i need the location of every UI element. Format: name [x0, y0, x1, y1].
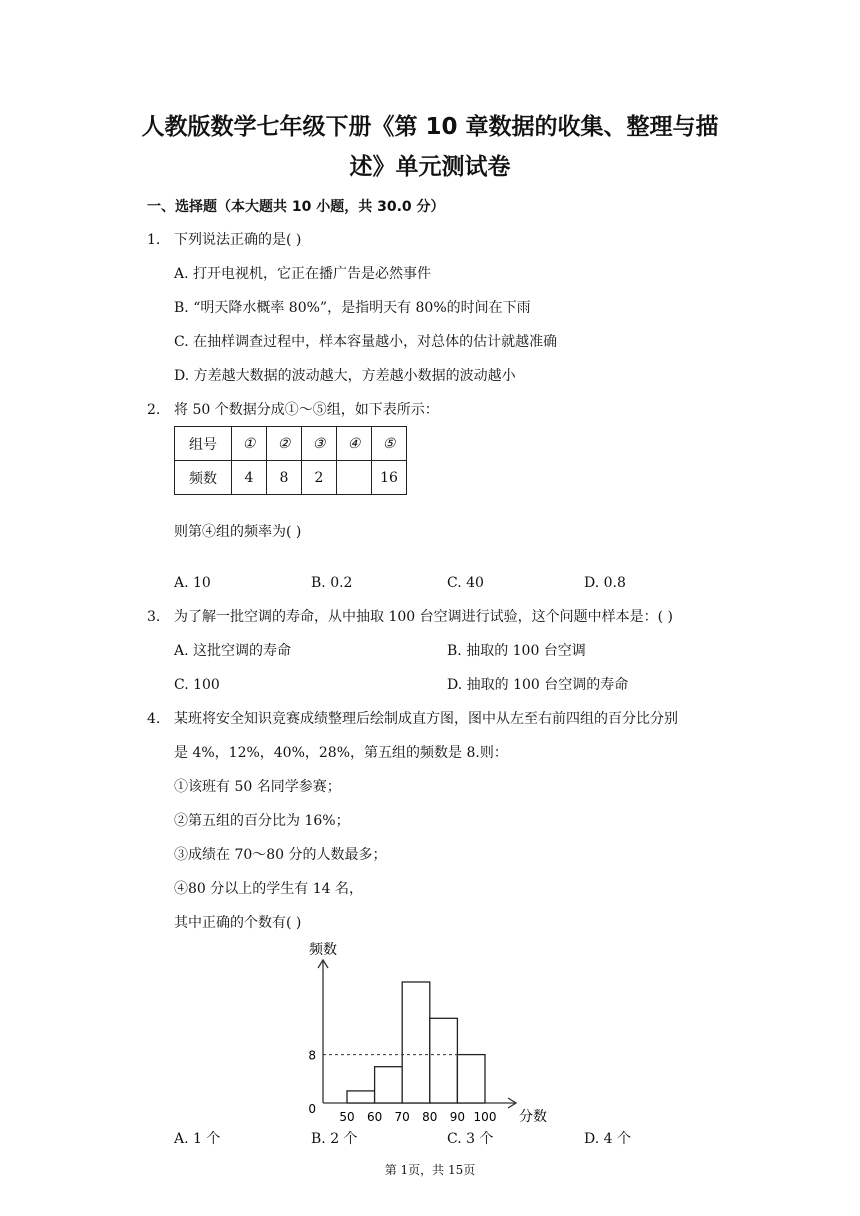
page-footer: 第 1页，共 15页: [384, 1163, 476, 1177]
q3-stem: 为了解一批空调的寿命，从中抽取 100 台空调进行试验，这个问题中样本是：( ): [174, 609, 673, 625]
q3-option-d: D. 抽取的 100 台空调的寿命: [447, 677, 629, 693]
table-cell: ②: [267, 427, 302, 461]
x-tick-label: 80: [422, 1110, 438, 1124]
table-cell: 频数: [175, 461, 232, 495]
table-cell: ⑤: [372, 427, 407, 461]
table-cell: ③: [302, 427, 337, 461]
q2-option-a: A. 10: [174, 575, 211, 591]
q2-stem: 将 50 个数据分成①～⑤组，如下表所示：: [174, 402, 439, 418]
q4-statement-1: ①该班有 50 名同学参赛；: [174, 779, 341, 795]
table-cell: 2: [302, 461, 337, 495]
table-cell: 4: [232, 461, 267, 495]
x-tick-label: 70: [394, 1110, 410, 1124]
q1-option-a: A. 打开电视机，它正在播广告是必然事件: [174, 266, 432, 282]
histogram-bar: [402, 982, 430, 1103]
x-tick-label: 100: [473, 1110, 497, 1124]
y-axis-label: 频数: [309, 942, 337, 958]
q2-option-c: C. 40: [447, 575, 484, 591]
table-cell: 16: [372, 461, 407, 495]
q4-number: 4.: [147, 711, 161, 727]
q3-number: 3.: [147, 609, 161, 625]
origin-label: 0: [308, 1102, 316, 1116]
q2-number: 2.: [147, 402, 161, 418]
q4-statement-3: ③成绩在 70～80 分的人数最多；: [174, 847, 387, 863]
section-heading: 一、选择题（本大题共 10 小题，共 30.0 分）: [147, 199, 445, 215]
q4-ask: 其中正确的个数有( ): [174, 915, 302, 931]
q4-line1: 某班将安全知识竞赛成绩整理后绘制成直方图，图中从左至右前四组的百分比分别: [174, 711, 678, 727]
q3-option-c: C. 100: [174, 677, 220, 693]
q4-line2: 是 4%，12%，40%，28%，第五组的频数是 8.则：: [174, 745, 508, 761]
q1-option-d: D. 方差越大数据的波动越大，方差越小数据的波动越小: [174, 368, 516, 384]
y-tick-label: 8: [308, 1048, 316, 1063]
doc-title-line2: 述》单元测试卷: [349, 154, 511, 180]
table-cell: ④: [337, 427, 372, 461]
histogram-bar: [375, 1067, 403, 1103]
q4-option-a: A. 1 个: [174, 1131, 221, 1147]
histogram-bar: [457, 1055, 485, 1103]
doc-title-line1: 人教版数学七年级下册《第 10 章数据的收集、整理与描: [141, 114, 719, 140]
q4-option-c: C. 3 个: [447, 1131, 494, 1147]
histogram-bar: [347, 1091, 375, 1103]
table-cell: 8: [267, 461, 302, 495]
histogram-bar: [430, 1018, 458, 1103]
q4-statement-2: ②第五组的百分比为 16%；: [174, 813, 350, 829]
table-cell: ①: [232, 427, 267, 461]
x-tick-label: 50: [339, 1110, 355, 1124]
x-tick-label: 90: [449, 1110, 466, 1124]
x-tick-label: 60: [366, 1110, 383, 1124]
x-axis-label: 分数: [519, 1109, 547, 1125]
q3-option-b: B. 抽取的 100 台空调: [447, 643, 586, 659]
q4-statement-4: ④80 分以上的学生有 14 名，: [174, 881, 363, 897]
q2-option-b: B. 0.2: [311, 575, 353, 591]
q4-option-d: D. 4 个: [584, 1131, 631, 1147]
q1-stem: 下列说法正确的是( ): [174, 232, 302, 248]
q1-option-c: C. 在抽样调查过程中，样本容量越小，对总体的估计就越准确: [174, 334, 558, 350]
table-cell: 组号: [175, 427, 232, 461]
q3-option-a: A. 这批空调的寿命: [174, 643, 292, 659]
q1-number: 1.: [147, 232, 161, 248]
q2-ask: 则第④组的频率为( ): [174, 524, 302, 540]
q4-option-b: B. 2 个: [311, 1131, 358, 1147]
q2-option-d: D. 0.8: [584, 575, 626, 591]
q1-option-b: B. “明天降水概率 80%”，是指明天有 80%的时间在下雨: [174, 300, 531, 316]
